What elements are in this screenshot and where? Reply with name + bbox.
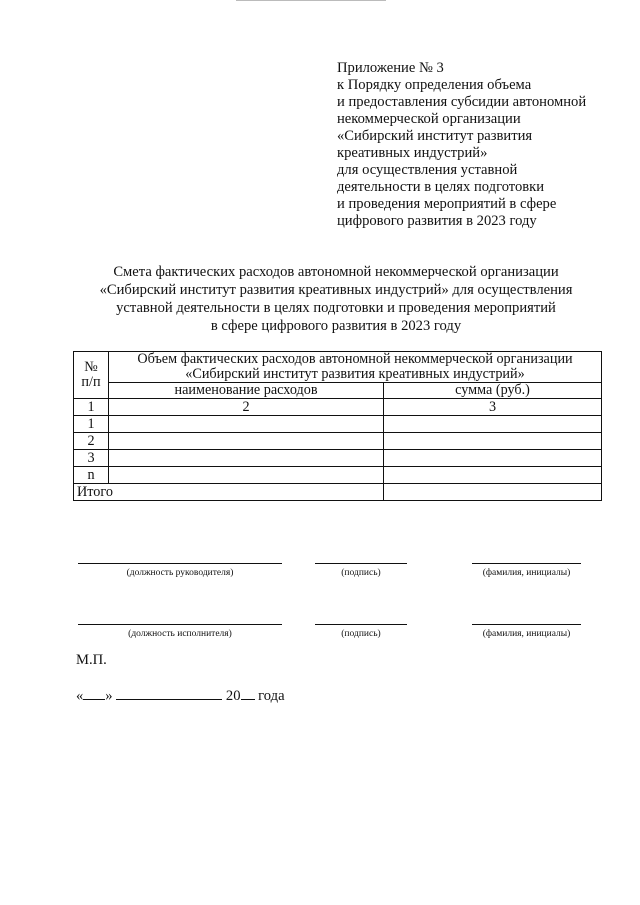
appendix-line: креативных индустрий» <box>337 145 488 161</box>
column-number-cell: 2 <box>109 399 384 416</box>
date-open-quote: « <box>76 688 84 704</box>
scan-edge-line <box>236 0 386 1</box>
appendix-line: Приложение № 3 <box>337 60 444 76</box>
appendix-line: и проведения мероприятий в сфере <box>337 196 557 212</box>
row-num-cell: n <box>74 467 109 484</box>
name-caption: (фамилия, инициалы) <box>482 629 571 639</box>
title-line: Смета фактических расходов автономной некоммерческой организации <box>113 264 559 280</box>
header-name-cell: наименование расходов <box>109 383 384 399</box>
name-signature-line <box>472 624 581 625</box>
header-main-line: Объем фактических расходов автономной некоммерческой организации <box>137 351 573 367</box>
total-row <box>74 484 602 501</box>
row-name-cell[interactable] <box>109 433 384 450</box>
row-sum-cell[interactable] <box>384 433 602 450</box>
row-name-cell[interactable] <box>109 467 384 484</box>
signature-caption: (подпись) <box>341 629 381 639</box>
table-row <box>74 433 602 450</box>
year-blank[interactable] <box>241 686 255 700</box>
date-line <box>76 686 285 705</box>
header-main-line: «Сибирский институт развития креативных индустрий» <box>185 366 525 382</box>
header-sum-cell: сумма (руб.) <box>384 383 602 399</box>
appendix-line: и предоставления субсидии автономной <box>337 94 587 110</box>
table-row <box>74 450 602 467</box>
position-signature-line <box>78 624 282 625</box>
year-suffix: года <box>258 688 285 704</box>
name-caption: (фамилия, инициалы) <box>482 568 571 578</box>
signature-caption: (подпись) <box>341 568 381 578</box>
header-num-cell: № п/п <box>74 352 109 399</box>
year-prefix: 20 <box>225 688 241 704</box>
row-sum-cell[interactable] <box>384 416 602 433</box>
row-num-cell: 2 <box>74 433 109 450</box>
appendix-line: к Порядку определения объема <box>337 77 532 93</box>
name-signature-line <box>472 563 581 564</box>
signature-line <box>315 624 407 625</box>
row-name-cell[interactable] <box>109 416 384 433</box>
table-row <box>74 416 602 433</box>
position-caption: (должность руководителя) <box>126 568 234 578</box>
appendix-line: цифрового развития в 2023 году <box>337 213 537 229</box>
position-signature-line <box>78 563 282 564</box>
appendix-line: «Сибирский институт развития <box>337 128 533 144</box>
appendix-line: деятельности в целях подготовки <box>337 179 545 195</box>
document-title <box>40 263 632 335</box>
column-number-cell: 3 <box>384 399 602 416</box>
day-blank[interactable] <box>83 686 105 700</box>
header-main-cell <box>109 352 602 383</box>
position-caption: (должность исполнителя) <box>128 629 232 639</box>
row-sum-cell[interactable] <box>384 467 602 484</box>
title-line: в сфере цифрового развития в 2023 году <box>210 318 462 334</box>
appendix-line: для осуществления уставной <box>337 162 518 178</box>
column-number-cell: 1 <box>74 399 109 416</box>
row-num-cell: 1 <box>74 416 109 433</box>
row-name-cell[interactable] <box>109 450 384 467</box>
row-sum-cell[interactable] <box>384 450 602 467</box>
appendix-header <box>337 60 627 230</box>
title-line: уставной деятельности в целях подготовки и проведения мероприятий <box>116 300 556 316</box>
total-sum-cell[interactable] <box>384 484 602 501</box>
stamp-placeholder: М.П. <box>76 652 107 668</box>
table-row <box>74 467 602 484</box>
signature-line <box>315 563 407 564</box>
appendix-line: некоммерческой организации <box>337 111 521 127</box>
title-line: «Сибирский институт развития креативных индустрий» для осуществления <box>99 282 573 298</box>
month-blank[interactable] <box>116 686 222 700</box>
total-label-cell: Итого <box>74 484 384 501</box>
date-close-quote: » <box>105 688 113 704</box>
column-number-row <box>74 399 602 416</box>
expense-table <box>73 351 602 501</box>
row-num-cell: 3 <box>74 450 109 467</box>
